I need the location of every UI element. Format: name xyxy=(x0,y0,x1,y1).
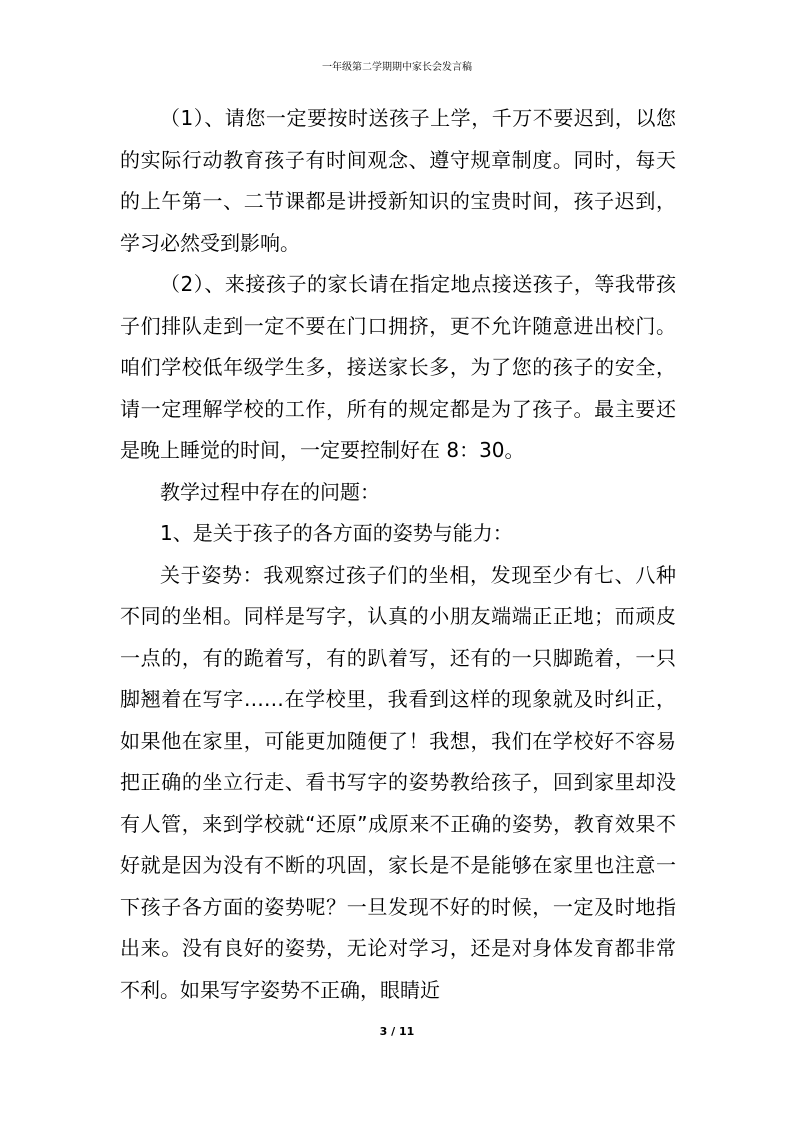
paragraph-item-1: （1）、请您一定要按时送孩子上学，千万不要迟到，以您的实际行动教育孩子有时间观念、遵守规章制度。同时，每天的上午第一、二节课都是讲授新知识的宝贵时间，孩子迟到，学习必然受到影响。 xyxy=(120,106,676,255)
sub-heading: 1、是关于孩子的各方面的姿势与能力： xyxy=(160,521,513,545)
page-number: 3 / 11 xyxy=(379,1025,415,1038)
paragraph-item-2: （2）、来接孩子的家长请在指定地点接送孩子，等我带孩子们排队走到一定不要在门口拥挤，更不允许随意进出校门。咱们学校低年级学生多，接送家长多，为了您的孩子的安全，请一定理解学校的工作，所有的规定都是为了孩子。最主要还是晚上睡觉的时间，一定要控制好在 8：30。 xyxy=(120,272,676,462)
paragraph-posture: 关于姿势：我观察过孩子们的坐相，发现至少有七、八种不同的坐相。同样是写字，认真的小朋友端端正正地；而顽皮一点的，有的跪着写，有的趴着写，还有的一只脚跪着，一只脚翘着在写字……在学校里，我看到这样的现象就及时纠正，如果他在家里，可能更加随便了！我想，我们在学校好不容易把正确的坐立行走、看书写字的姿势教给孩子，回到家里却没有人管，来到学校就“还原”成原来不正确的姿势，教育效果不好就是因为没有不断的巩固，家长是不是能够在家里也注意一下孩子各方面的姿势呢？一旦发现不好的时候，一定及时地指出来。没有良好的姿势，无论对学习，还是对身体发育都非常不利。如果写字姿势不正确，眼睛近 xyxy=(120,562,676,1002)
page-header: 一年级第二学期期中家长会发言稿 xyxy=(322,62,472,73)
section-heading: 教学过程中存在的问题： xyxy=(160,479,380,504)
document-body xyxy=(120,98,676,1011)
